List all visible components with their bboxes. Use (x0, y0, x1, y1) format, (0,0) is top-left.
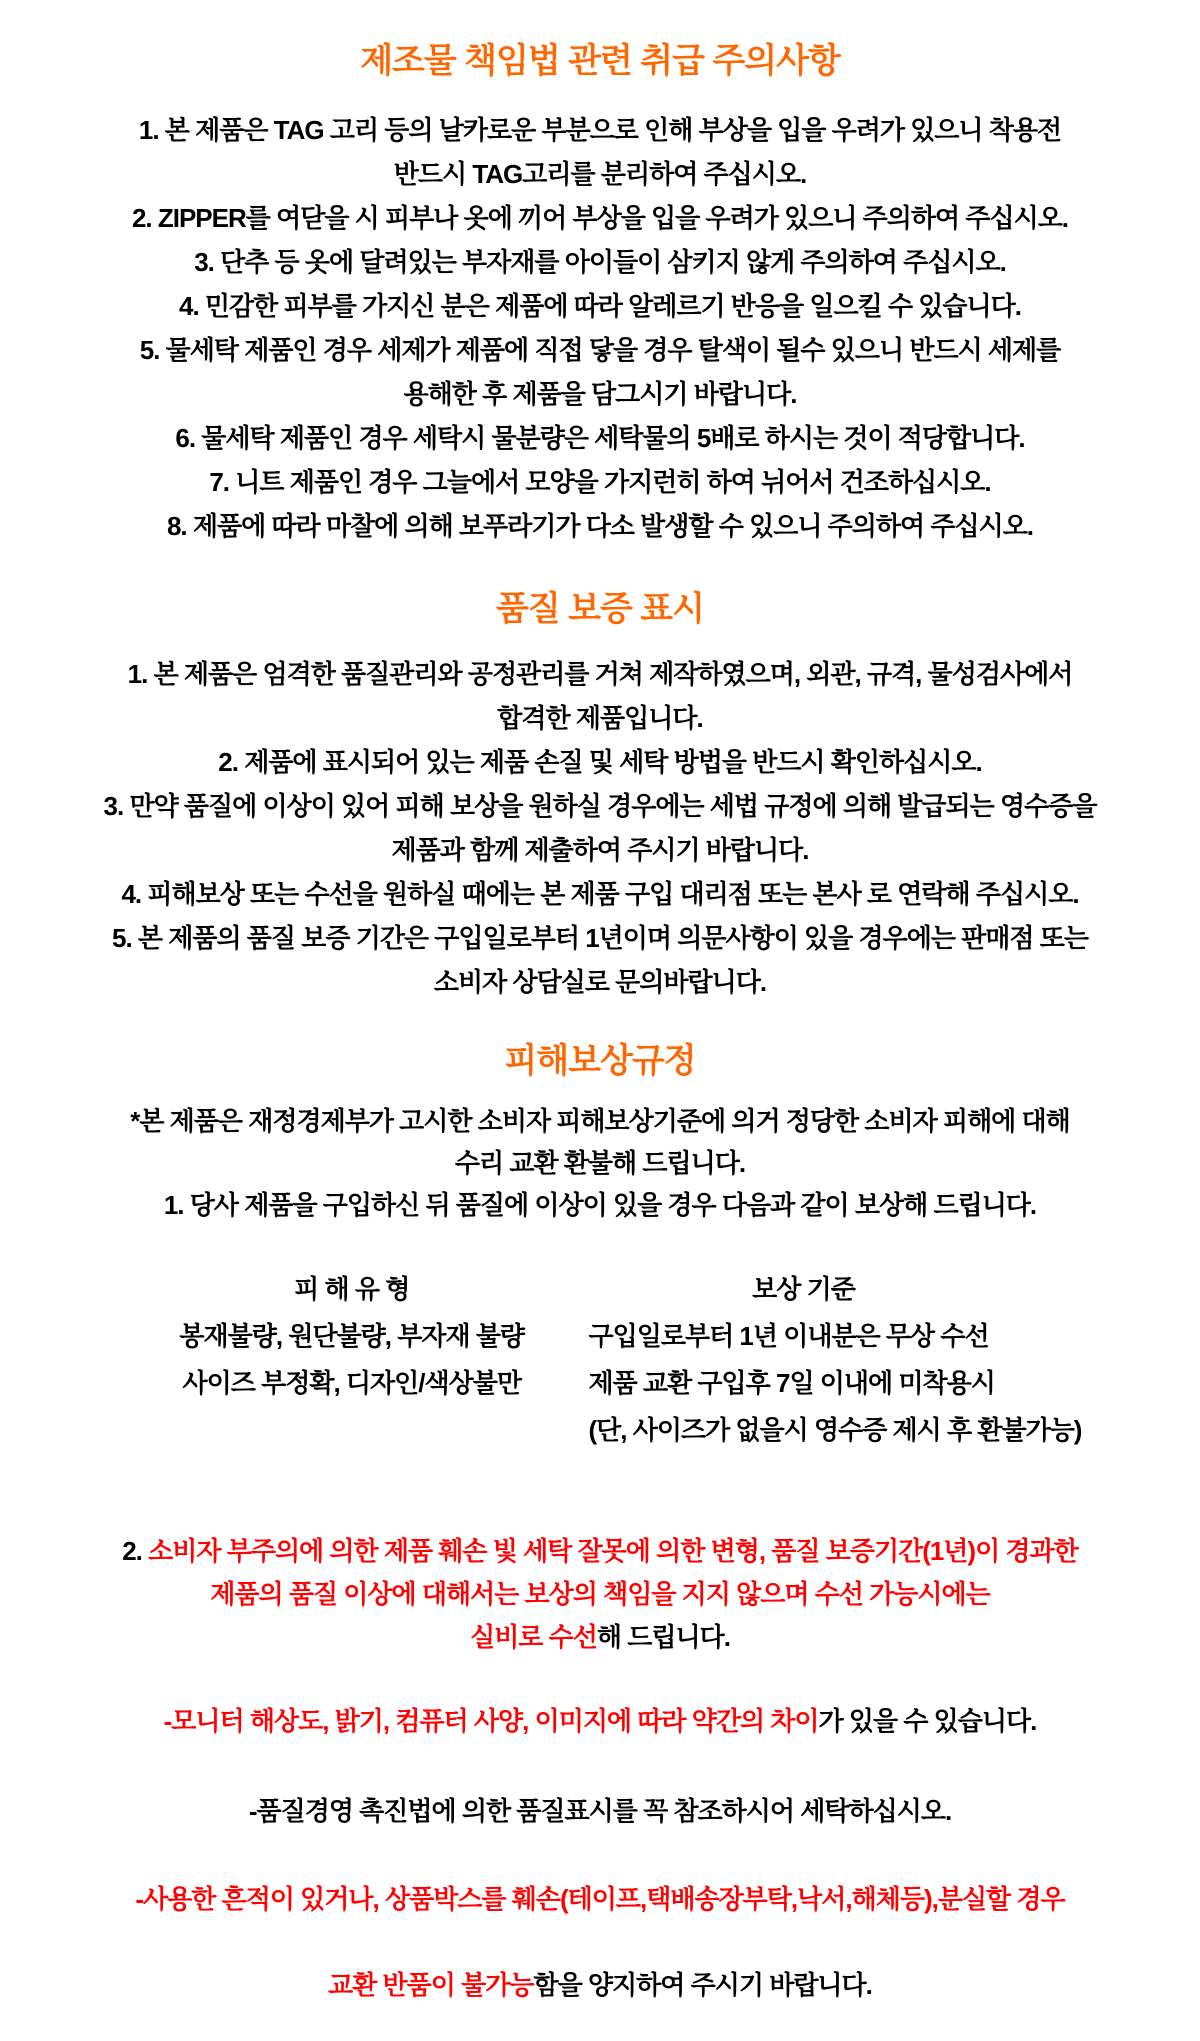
notice-line: 8. 제품에 따라 마찰에 의해 보푸라기가 다소 발생할 수 있으니 주의하여 주십시오. (166, 511, 1034, 541)
compensation-standard-row: 구입일로부터 1년 이내분은 무상 수선 (588, 1321, 989, 1351)
notice-line: 4. 민감한 피부를 가지신 분은 제품에 따라 알레르기 반응을 일으킬 수 있습니다. (179, 291, 1021, 321)
notice-line: 7. 니트 제품인 경우 그늘에서 모양을 가지런히 하여 뉘어서 건조하십시오. (209, 467, 991, 497)
section-liability (0, 42, 1200, 548)
warning-red-text: 소비자 부주의에 의한 제품 훼손 빛 세탁 잘못에 의한 변형, 품질 보증기간(1년)이 경과한 (148, 1536, 1078, 1566)
exchange-impossible-note (0, 1963, 1200, 2007)
notice-line: 3. 단추 등 옷에 달려있는 부자재를 아이들이 삼키지 않게 주의하여 주십시오. (194, 247, 1006, 277)
notice-line: 5. 본 제품의 품질 보증 기간은 구입일로부터 1년이며 의문사항이 있을 경우에는 판매점 또는 (111, 923, 1088, 953)
notice-line: 용해한 후 제품을 담그시기 바랍니다. (403, 379, 797, 409)
section-liability-title: 제조물 책임법 관련 취급 주의사항 (360, 42, 840, 80)
notice-line: *본 제품은 재정경제부가 고시한 소비자 피해보상기준에 의거 정당한 소비자 피해에 대해 (130, 1106, 1070, 1136)
notice-line: 1. 본 제품은 엄격한 품질관리와 공정관리를 거쳐 제작하였으며, 외관, 규격, 물성검사에서 (127, 659, 1073, 689)
notice-line: 제품과 함께 제출하여 주시기 바랍니다. (391, 835, 809, 865)
notice-line: 2. 제품에 표시되어 있는 제품 손질 및 세탁 방법을 반드시 확인하십시오. (218, 747, 982, 777)
warning-line: 제품의 품질 이상에 대해서는 보상의 책임을 지지 않으며 수선 가능시에는 (210, 1579, 990, 1609)
notice-line: 6. 물세탁 제품인 경우 세탁시 물분량은 세탁물의 5배로 하시는 것이 적당합니다. (175, 423, 1025, 453)
consumer-negligence-warning (0, 1530, 1200, 1659)
notice-line: 반드시 TAG고리를 분리하여 주십시오. (393, 159, 807, 189)
note-black-text: 함을 양지하여 주시기 바랍니다. (533, 1970, 872, 2000)
warning-number: 2. (122, 1536, 149, 1566)
compensation-standard-row: (단, 사이즈가 없을시 영수증 제시 후 환불가능) (588, 1415, 1082, 1445)
note-red-text: 교환 반품이 불가능 (328, 1970, 534, 2000)
section-quality-title: 품질 보증 표시 (496, 590, 704, 628)
warning-line (0, 1530, 1200, 1573)
section-quality-body (0, 652, 1200, 1004)
warning-line (0, 1616, 1200, 1659)
note-red-text: -모니터 해상도, 밝기, 컴퓨터 사양, 이미지에 따라 약간의 차이 (163, 1706, 819, 1736)
box-damage-note: -사용한 흔적이 있거나, 상품박스를 훼손(테이프,택배송장부탁,낙서,해체등),분실할 경우 (135, 1884, 1065, 1914)
section-compensation (0, 1042, 1200, 2007)
notice-line: 1. 당사 제품을 구입하신 뒤 품질에 이상이 있을 경우 다음과 같이 보상해 드립니다. (163, 1190, 1037, 1220)
notice-line: 2. ZIPPER를 여닫을 시 피부나 옷에 끼어 부상을 입을 우려가 있으니 주의하여 주십시오. (131, 203, 1069, 233)
compensation-standard-column (589, 1266, 1176, 1454)
notice-line: 4. 피해보상 또는 수선을 원하실 때에는 본 제품 구입 대리점 또는 본사 로 연락해 주십시오. (121, 879, 1079, 909)
notice-line: 3. 만약 품질에 이상이 있어 피해 보상을 원하실 경우에는 세법 규정에 의해 발급되는 영수증을 (103, 791, 1097, 821)
compensation-standard-row: 제품 교환 구입후 7일 이내에 미착용시 (588, 1368, 995, 1398)
warning-black-text: 해 드립니다. (596, 1622, 730, 1652)
note-black-text: 가 있을 수 있습니다. (818, 1706, 1037, 1736)
notice-line: 5. 물세탁 제품인 경우 세제가 제품에 직접 닿을 경우 탈색이 될수 있으니 반드시 세제를 (139, 335, 1061, 365)
damage-type-row: 봉재불량, 원단불량, 부자재 불량 (179, 1321, 525, 1351)
notice-line: 수리 교환 환불해 드립니다. (454, 1148, 746, 1178)
warning-red-text: 실비로 수선 (470, 1622, 597, 1652)
compensation-standard-header: 보상 기준 (752, 1274, 855, 1304)
section-liability-body (0, 108, 1200, 548)
damage-type-column (25, 1266, 589, 1454)
compensation-table (25, 1266, 1175, 1454)
section-compensation-title: 피해보상규정 (504, 1042, 696, 1080)
section-quality (0, 590, 1200, 1004)
damage-type-row: 사이즈 부정확, 디자인/색상불만 (182, 1368, 521, 1398)
damage-type-header: 피 해 유 형 (294, 1274, 410, 1304)
monitor-difference-note (0, 1699, 1200, 1743)
compensation-intro (0, 1100, 1200, 1226)
notice-line: 소비자 상담실로 문의바랍니다. (433, 967, 767, 997)
notice-line: 합격한 제품입니다. (497, 703, 703, 733)
quality-label-note: -품질경영 촉진법에 의한 품질표시를 꼭 참조하시어 세탁하십시오. (248, 1796, 952, 1826)
notice-line: 1. 본 제품은 TAG 고리 등의 날카로운 부분으로 인해 부상을 입을 우려가 있으니 착용전 (138, 115, 1062, 145)
